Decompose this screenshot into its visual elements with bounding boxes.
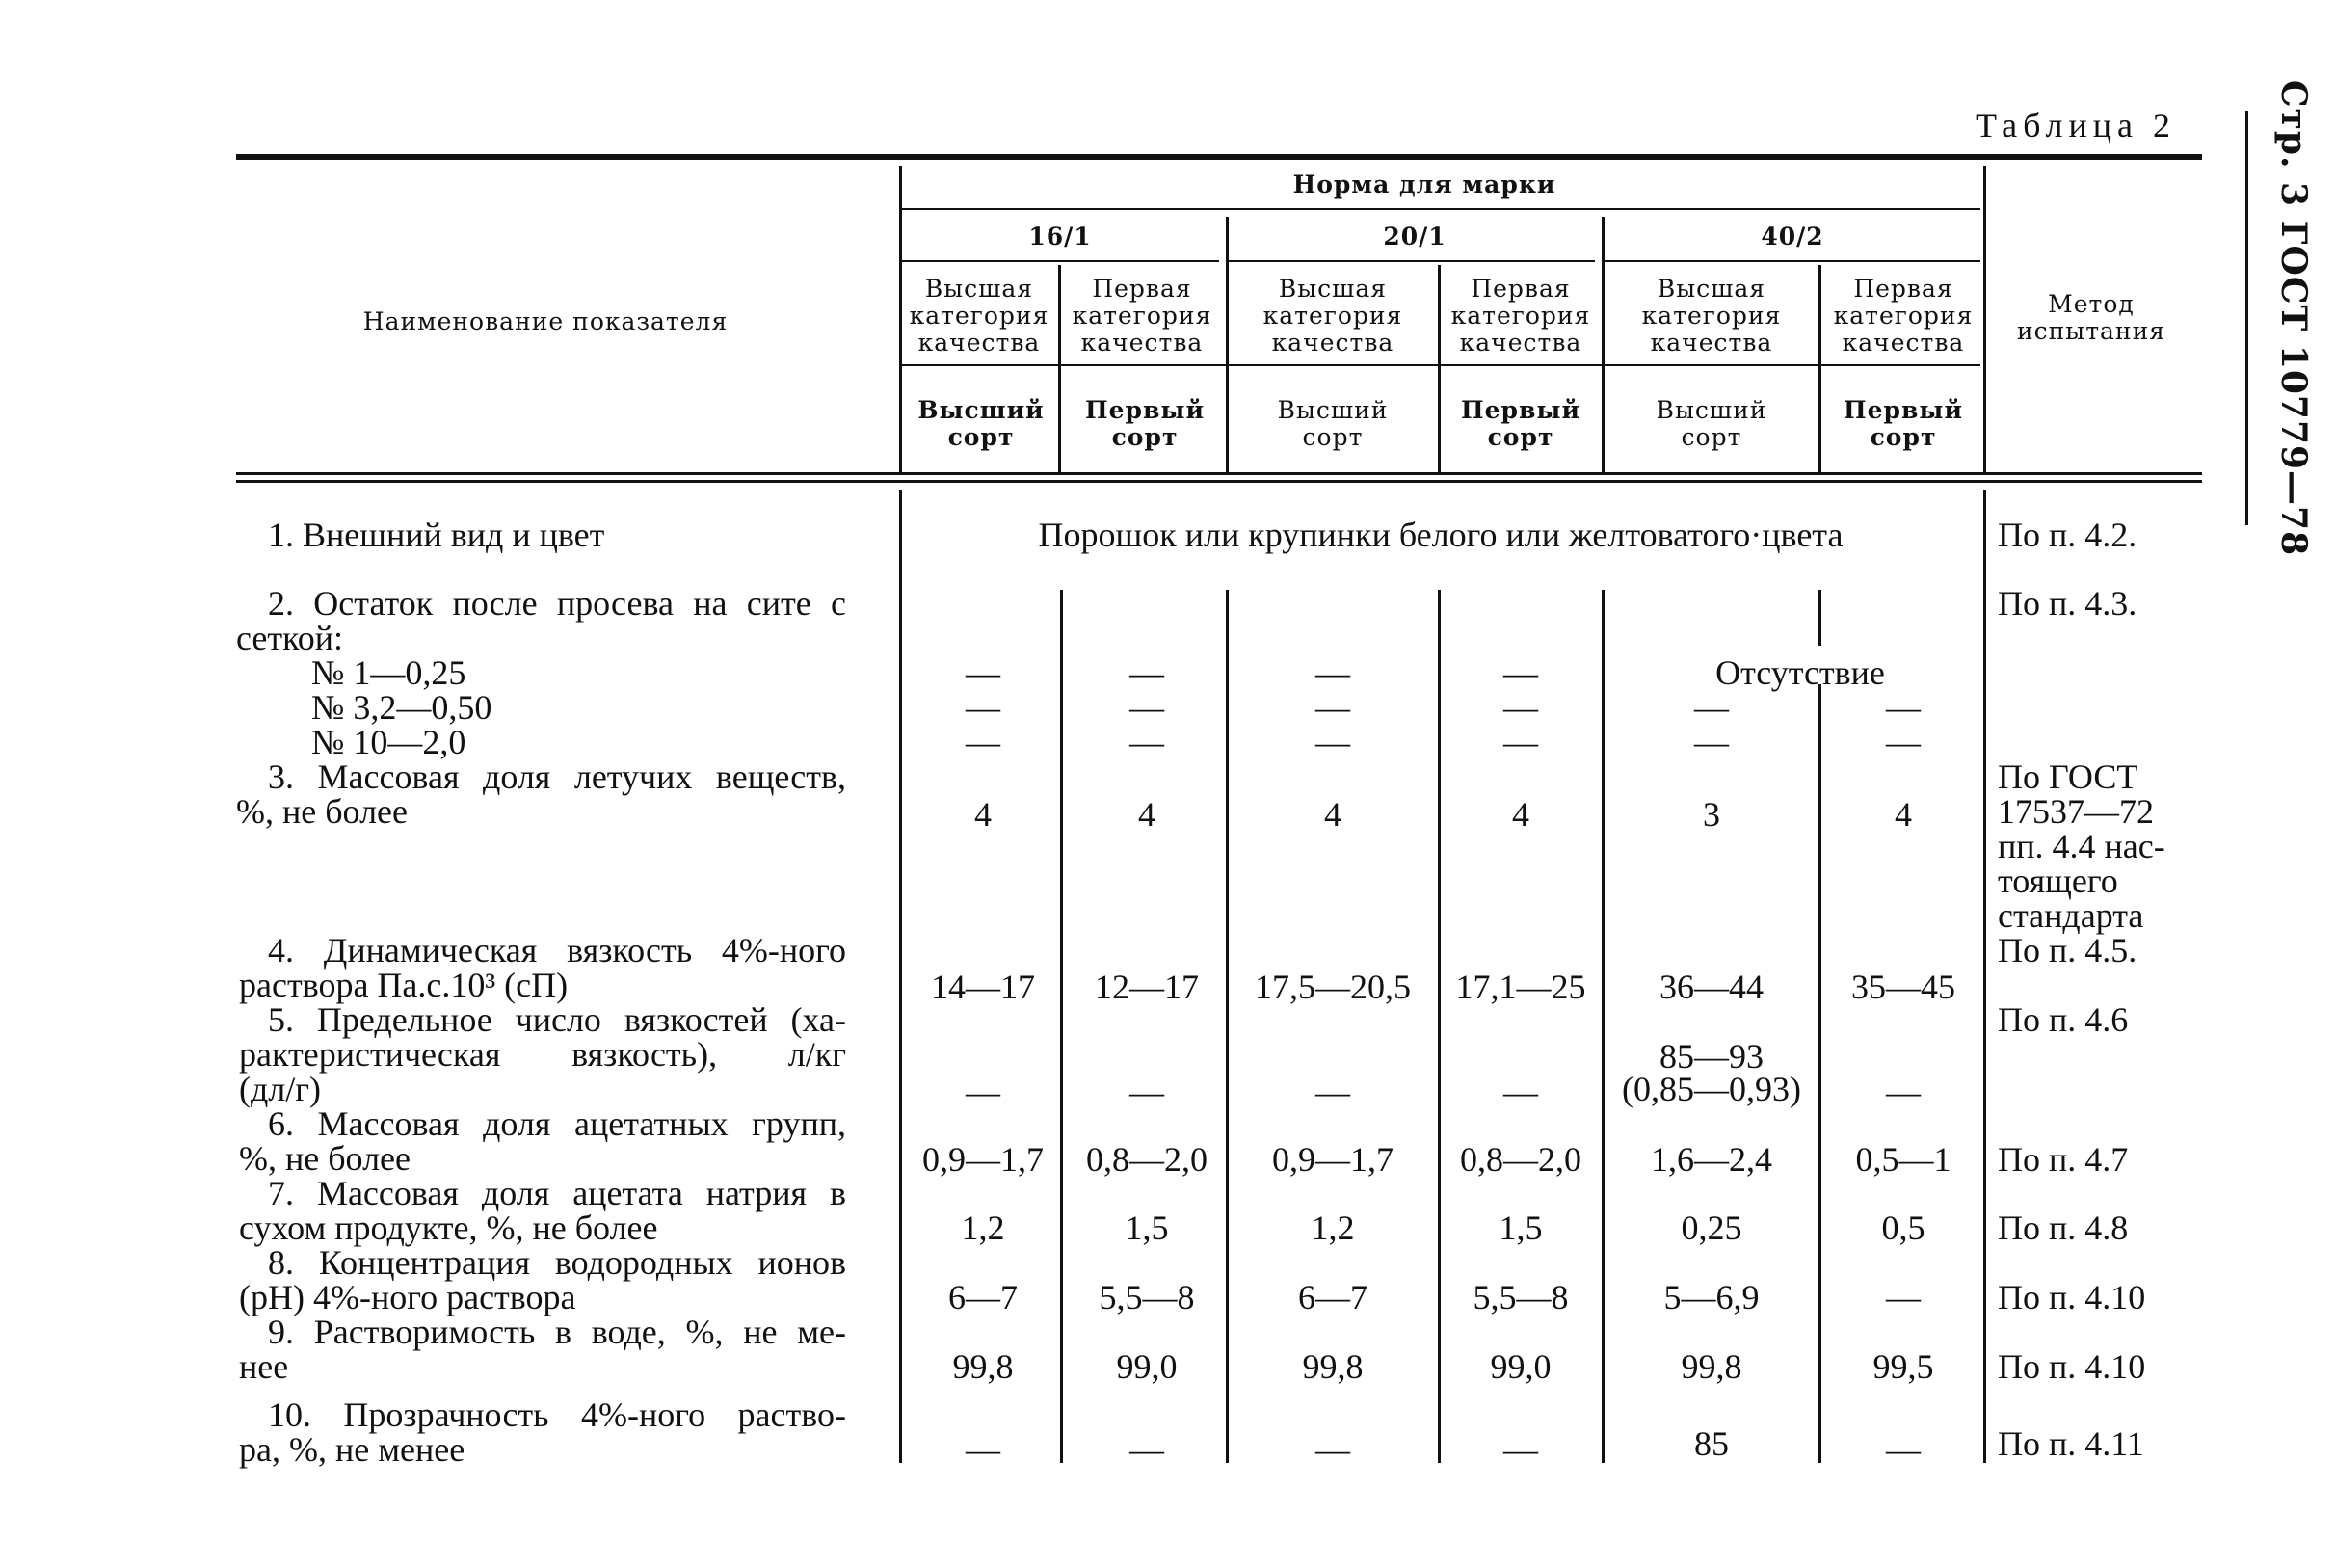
- row2-dash: —: [1886, 723, 1921, 761]
- row10-value: —: [1503, 1430, 1538, 1469]
- row3-value: 4: [974, 795, 992, 834]
- row3-value: 4: [1138, 795, 1155, 834]
- row4-value: 17,1—25: [1455, 968, 1586, 1006]
- row10-value: —: [1129, 1430, 1164, 1469]
- body-vline-c6-top: [1818, 590, 1821, 646]
- indicator-header: Наименование показателя: [362, 307, 729, 335]
- row7-value: 0,25: [1681, 1209, 1742, 1247]
- row7-value: 1,2: [1311, 1209, 1355, 1247]
- body-vline-left: [899, 490, 902, 1463]
- row9-name-line1: 9. Растворимость в воде, %, не ме-: [268, 1313, 846, 1351]
- row5-method: По п. 4.6: [1998, 1000, 2129, 1039]
- row2-dash: —: [966, 723, 1000, 761]
- row2-sub-1: № 1—0,25: [311, 653, 466, 692]
- sort-first-402: Первый сорт: [1844, 396, 1963, 451]
- grade-402: 40/2: [1761, 223, 1824, 251]
- header-vline-402-mid: [1818, 265, 1821, 472]
- table-caption: Таблица 2: [1976, 106, 2176, 145]
- row4-method: По п. 4.5.: [1998, 931, 2137, 970]
- sort-high-402: Высший сорт: [1656, 396, 1767, 451]
- page-number-label: Стр. 3 ГОСТ 10779—78: [2273, 79, 2314, 557]
- row5-value: —: [1129, 1073, 1164, 1111]
- row6-value: 0,9—1,7: [1272, 1140, 1394, 1179]
- sort-first-201: Первый сорт: [1461, 396, 1580, 451]
- row3-value: 4: [1895, 795, 1912, 834]
- row2-dash: —: [1129, 723, 1164, 761]
- row6-value: 1,6—2,4: [1651, 1140, 1772, 1179]
- row6-value: 0,8—2,0: [1460, 1140, 1581, 1179]
- row6-name-line2: %, не более: [239, 1139, 411, 1178]
- row8-value: 5,5—8: [1473, 1278, 1569, 1316]
- row8-value: 5,5—8: [1099, 1278, 1195, 1316]
- row2-dash: —: [1129, 653, 1164, 692]
- row2-dash: —: [1886, 688, 1921, 727]
- grade-underline-201: [1229, 260, 1595, 262]
- row6-value: 0,5—1: [1855, 1140, 1951, 1179]
- row1-method: По п. 4.2.: [1998, 516, 2137, 554]
- row3-value: 4: [1324, 795, 1341, 834]
- row6-method: По п. 4.7: [1998, 1140, 2129, 1179]
- row5-name-line1: 5. Предельное число вязкостей (ха-: [268, 1000, 846, 1039]
- row8-name-line2: (рН) 4%-ного раствора: [239, 1278, 576, 1316]
- row2-dash: —: [1129, 688, 1164, 727]
- row2-dash: —: [1315, 653, 1350, 692]
- grade-201: 20/1: [1383, 223, 1447, 251]
- row2-dash: —: [1503, 688, 1538, 727]
- row10-value: 85: [1694, 1424, 1729, 1463]
- row8-value: 6—7: [1298, 1278, 1367, 1316]
- quality-first-161: Первая категория качества: [1072, 275, 1212, 357]
- row10-name-line1: 10. Прозрачность 4%-ного раство-: [268, 1395, 846, 1434]
- row2-dash: —: [966, 653, 1000, 692]
- row4-name-line2: раствора Па.с.10³ (сП): [239, 966, 569, 1004]
- row5-value: 85—93: [1659, 1037, 1764, 1076]
- row2-sub-2: № 3,2—0,50: [311, 688, 492, 727]
- method-header: Метод испытания: [2016, 290, 2166, 345]
- row5-value: —: [1886, 1073, 1921, 1111]
- row3-value: 3: [1703, 795, 1720, 834]
- sort-first-161: Первый сорт: [1085, 396, 1205, 451]
- row5-name-line3: (дл/г): [239, 1070, 322, 1108]
- row10-value: —: [1315, 1430, 1350, 1469]
- row2-dash: —: [1503, 723, 1538, 761]
- row6-name-line1: 6. Массовая доля ацетатных групп,: [268, 1104, 846, 1143]
- row10-value: —: [966, 1430, 1000, 1469]
- row7-name-line2: сухом продукте, %, не более: [239, 1209, 658, 1247]
- row1-name: 1. Внешний вид и цвет: [268, 516, 605, 554]
- norm-header: Норма для марки: [1292, 171, 1556, 199]
- header-vline-201-402: [1602, 217, 1605, 472]
- row4-value: 12—17: [1095, 968, 1199, 1006]
- header-vline-161-mid: [1058, 265, 1061, 472]
- row9-value: 99,0: [1116, 1347, 1178, 1386]
- norm-underline: [901, 208, 1980, 210]
- side-rule: [2245, 111, 2248, 525]
- row7-name-line1: 7. Массовая доля ацетата натрия в: [268, 1174, 846, 1212]
- row2-dash: —: [1315, 688, 1350, 727]
- quality-high-201: Высшая категория качества: [1262, 275, 1403, 357]
- row9-value: 99,0: [1490, 1347, 1552, 1386]
- body-vline-c4: [1438, 590, 1441, 1463]
- row7-value: 1,5: [1125, 1209, 1169, 1247]
- body-vline-method: [1983, 490, 1986, 1463]
- row2-dash: —: [1503, 653, 1538, 692]
- body-vline-c5: [1602, 590, 1605, 1463]
- row2-sub-3: № 10—2,0: [311, 723, 466, 761]
- header-vline-method: [1983, 166, 1986, 472]
- row5-value: —: [1503, 1073, 1538, 1111]
- quality-high-402: Высшая категория качества: [1641, 275, 1782, 357]
- row1-span-value: Порошок или крупинки белого или желтоватого·цвета: [1038, 516, 1844, 554]
- row4-value: 35—45: [1851, 968, 1955, 1006]
- row2-method: По п. 4.3.: [1998, 584, 2137, 623]
- row4-value: 14—17: [931, 968, 1035, 1006]
- row5-name-line2: рактеристическая вязкость), л/кг: [239, 1035, 846, 1074]
- row8-name-line1: 8. Концентрация водородных ионов: [268, 1243, 846, 1282]
- row4-name-line1: 4. Динамическая вязкость 4%-ного: [268, 931, 846, 970]
- body-vline-c2: [1060, 590, 1063, 1463]
- row8-value: 5—6,9: [1663, 1278, 1760, 1316]
- row2-absent: Отсутствие: [1715, 653, 1885, 692]
- row9-value: 99,8: [1302, 1347, 1364, 1386]
- row3-name-line1: 3. Массовая доля летучих веществ,: [268, 757, 846, 796]
- grade-underline-402: [1605, 260, 1980, 262]
- grade-underline-161: [901, 260, 1219, 262]
- row2-dash: —: [1315, 723, 1350, 761]
- row2-name-line1: 2. Остаток после просева на сите с: [268, 584, 846, 623]
- row6-value: 0,8—2,0: [1086, 1140, 1208, 1179]
- quality-first-402: Первая категория качества: [1833, 275, 1974, 357]
- row4-value: 36—44: [1659, 968, 1764, 1006]
- quality-first-201: Первая категория качества: [1450, 275, 1591, 357]
- grade-161: 16/1: [1028, 223, 1092, 251]
- header-vline-161-201: [1226, 217, 1229, 472]
- header-vline-201-mid: [1438, 265, 1441, 472]
- row9-value: 99,5: [1872, 1347, 1934, 1386]
- table-top-rule: [236, 154, 2202, 160]
- row8-method: По п. 4.10: [1998, 1278, 2146, 1316]
- row9-value: 99,8: [1681, 1347, 1742, 1386]
- row9-name-line2: нее: [239, 1347, 289, 1386]
- row7-value: 1,5: [1499, 1209, 1543, 1247]
- row10-value: —: [1886, 1430, 1921, 1469]
- header-bottom-rule-1: [236, 472, 2202, 475]
- sort-high-161: Высший сорт: [917, 396, 1045, 451]
- row9-value: 99,8: [952, 1347, 1014, 1386]
- row2-name-line2: сеткой:: [236, 619, 344, 657]
- row5-value: —: [966, 1073, 1000, 1111]
- body-vline-c3: [1226, 590, 1229, 1463]
- row5-value: —: [1315, 1073, 1350, 1111]
- header-vline-left: [899, 166, 902, 472]
- quality-high-161: Высшая категория качества: [909, 275, 1049, 357]
- row2-dash: —: [966, 688, 1000, 727]
- row7-value: 0,5: [1881, 1209, 1925, 1247]
- row8-value: —: [1886, 1278, 1921, 1316]
- row9-method: По п. 4.10: [1998, 1347, 2146, 1386]
- row7-method: По п. 4.8: [1998, 1209, 2129, 1247]
- row10-method: По п. 4.11: [1998, 1424, 2144, 1463]
- body-vline-c6: [1818, 684, 1821, 1463]
- row3-method: По ГОСТ 17537—72 пп. 4.4 нас- тоящего стандарта: [1998, 757, 2165, 935]
- row10-name-line2: ра, %, не менее: [239, 1430, 465, 1469]
- row6-value: 0,9—1,7: [922, 1140, 1044, 1179]
- row2-dash: —: [1694, 688, 1729, 727]
- header-bottom-rule-2: [236, 480, 2202, 483]
- row7-value: 1,2: [961, 1209, 1005, 1247]
- sort-high-201: Высший сорт: [1277, 396, 1389, 451]
- row3-value: 4: [1512, 795, 1529, 834]
- row4-value: 17,5—20,5: [1255, 968, 1411, 1006]
- row5-value-extra: (0,85—0,93): [1622, 1070, 1801, 1108]
- row2-dash: —: [1694, 723, 1729, 761]
- row3-name-line2: %, не более: [236, 792, 408, 831]
- row8-value: 6—7: [948, 1278, 1018, 1316]
